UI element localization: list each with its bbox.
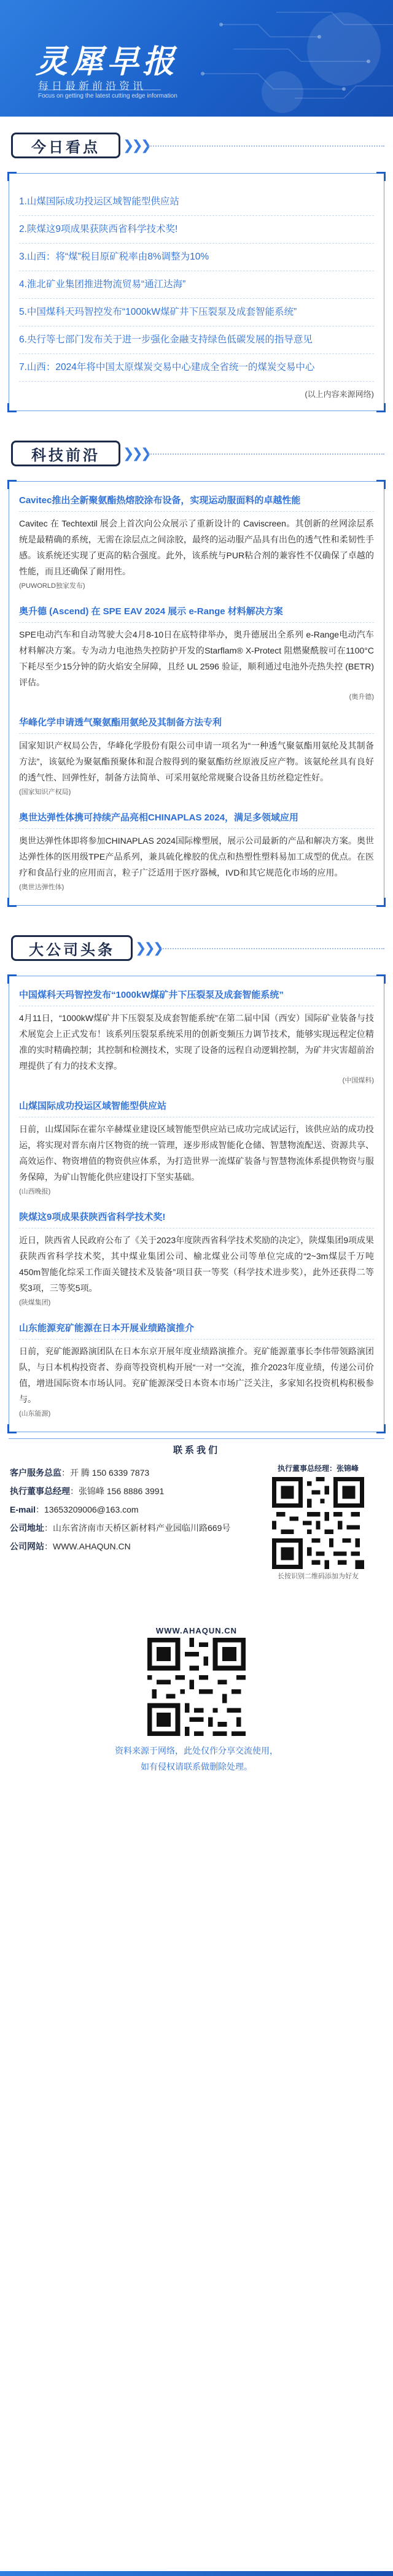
footer-band	[0, 2571, 393, 2576]
corner-decoration	[7, 403, 17, 412]
article-source: (山东能源)	[19, 1410, 51, 1417]
article-body: 奥世达弹性体即将参加CHINAPLAS 2024国际橡塑展，展示公司最新的产品和解决方案。奥世达弹性体的医用级TPE产品系列，兼具硫化橡胶的优点和热塑性塑料易加工成型的优点。在医疗和食品行业的应用而言，粒子广泛适用于医疗器械，IVD和其它规范化市场的应用。	[19, 828, 374, 881]
contact-value[interactable]: ：13653209006@163.com	[36, 1505, 139, 1514]
corner-decoration	[7, 480, 17, 489]
article-title[interactable]: 华峰化学申请透气聚氨酯用氨纶及其制备方法专利	[19, 717, 222, 728]
article	[19, 1209, 374, 1309]
section-header-today	[9, 128, 384, 164]
today-item[interactable]: 5.中国煤科天玛智控发布“1000kW煤矿井下压裂泵及成套智能系统”	[19, 299, 374, 326]
today-item[interactable]: 7.山西：2024年将中国太原煤炭交易中心建成全省统一的煤炭交易中心	[19, 354, 374, 382]
article	[19, 604, 374, 704]
contact-row-director	[10, 1482, 243, 1500]
disclaimer-line: 如有侵权请联系做删除处理。	[141, 1762, 252, 1772]
article-source: (山西晚报)	[19, 1188, 51, 1195]
corner-decoration	[376, 172, 386, 181]
contact-header: 联系我们	[9, 1438, 384, 1460]
contact-section	[9, 1460, 384, 1624]
article-body: 日前，兖矿能源路演团队在日本东京开展年度业绩路演推介。兖矿能源董事长李伟带领路演团队，与日本机构投资者、券商等投资机构开展“一对一”交流，推介2023年度业绩，传递公司价值，增进国际资本市场认同。兖矿能源深受日本资本市场广泛关注，多家知名投资机构积极参与。	[19, 1339, 374, 1407]
article-title[interactable]: 陕煤这9项成果获陕西省科学技术奖!	[19, 1212, 166, 1222]
today-box	[9, 173, 384, 411]
contact-label: 客户服务总监	[10, 1468, 61, 1478]
article-source: (国家知识产权局)	[19, 789, 71, 796]
section-title: 今日看点	[31, 137, 100, 156]
corner-decoration	[376, 1424, 386, 1433]
section-title: 科技前沿	[31, 445, 100, 464]
section-header-tech	[9, 436, 384, 472]
contact-value: ：山东省济南市天桥区新材料产业园临川路669号	[44, 1523, 231, 1533]
contact-label: 执行董事总经理	[10, 1486, 70, 1496]
corner-decoration	[376, 480, 386, 489]
dotted-rule	[161, 948, 384, 949]
source-note: (以上内容来源网络)	[305, 390, 374, 399]
article-body: 国家知识产权局公告，华峰化学股份有限公司申请一项名为“一种透气聚氨酯用氨纶及其制备方法”，该氨纶为聚氨酯预聚体和混合胺得到的聚氨酯纺丝原液反应产物。该氨纶丝具有良好的透气性、回弹性好，制备方法简单、可采用氨纶常规聚合设备且纺丝稳定性好。	[19, 733, 374, 785]
today-item[interactable]: 2.陕煤这9项成果获陕西省科学技术奖!	[19, 216, 374, 244]
disclaimer-line: 资料来源于网络，此处仅作分享交流使用，	[115, 1746, 278, 1756]
qr-block	[257, 1462, 379, 1581]
article-body: 近日，陕西省人民政府公布了《关于2023年度陕西省科学技术奖励的决定》，陕煤集团9项成果获陕西省科学技术奖，其中煤业集团公司、榆北煤业公司等单位完成的“2~3m煤层千万吨450m智能化综采工作面关键技术及装备”项目获一等奖（科学技术进步奖），此外还获得二等奖3项，三等奖5项。	[19, 1228, 374, 1296]
wechat-qr-icon[interactable]	[272, 1477, 364, 1569]
article-source: (奥世达弹性体)	[19, 884, 64, 891]
contact-row-address	[10, 1519, 243, 1537]
article-title[interactable]: 山煤国际成功投运区域智能型供应站	[19, 1101, 167, 1111]
article-title[interactable]: 中国煤科天玛智控发布“1000kW煤矿井下压裂泵及成套智能系统”	[19, 990, 284, 1000]
article-title[interactable]: Cavitec推出全新聚氨酯热熔胶涂布设备，实现运动服面料的卓越性能	[19, 495, 301, 506]
qr-caption-bottom: 长按识别二维码添加为好友	[278, 1573, 359, 1580]
contact-row-website	[10, 1537, 243, 1556]
article-title[interactable]: 山东能源兖矿能源在日本开展业绩路演推介	[19, 1323, 195, 1333]
contact-label: E-mail	[10, 1505, 36, 1514]
company-box	[9, 976, 384, 1432]
chevrons-icon: ❯❯❯	[123, 137, 150, 153]
corner-decoration	[376, 974, 386, 984]
banner-english: Focus on getting the latest cutting edge information	[38, 93, 177, 99]
article	[19, 715, 374, 799]
site-qr-block	[141, 1624, 252, 1739]
contact-rows	[10, 1463, 243, 1556]
article	[19, 1321, 374, 1421]
article	[19, 987, 374, 1087]
contact-label: 公司网站	[10, 1541, 44, 1551]
chevrons-icon: ❯❯❯	[135, 940, 162, 955]
contact-row-service	[10, 1463, 243, 1482]
article-title[interactable]: 奥升德 (Ascend) 在 SPE EAV 2024 展示 e-Range 材料解决方案	[19, 606, 283, 617]
banner-subtitle: 每日最新前沿资讯	[38, 80, 146, 92]
corner-decoration	[7, 974, 17, 984]
corner-decoration	[376, 403, 386, 412]
article	[19, 493, 374, 593]
article-source: (奥升德)	[349, 693, 374, 701]
article-body: SPE电动汽车和自动驾驶大会4月8-10日在底特律举办，奥升德展出全系列 e-Range电动汽车材料解决方案。专为动力电池热失控防护开发的Starflam® X-Protect 阻燃聚酰胺可在1100°C下耗尽至少15分钟的防火焰安全屏障，且经 UL 2596 验证，顺利通过电池外壳热失控 (BETR) 评估。	[19, 622, 374, 690]
section-header-company	[9, 930, 384, 967]
contact-label: 公司地址	[10, 1523, 44, 1533]
banner-title: 灵犀早报	[36, 43, 179, 80]
article-source: (陕煤集团)	[19, 1299, 51, 1306]
article-body: 日前，山煤国际在霍尔辛赫煤业建设区域智能型供应站已成功完成试运行，该供应站的成功投运，将实现对晋东南片区物资的统一管理，逐步形成智能化仓储、智慧物流配送、资源共享、高效运作、物资增值的物资供应体系，为打造世界一流煤矿装备与智慧物流体系提供物资与服务保障，为矿山智能化供应建设打下坚实基础。	[19, 1117, 374, 1185]
dotted-rule	[149, 453, 384, 455]
site-qr-url[interactable]: WWW.AHAQUN.CN	[155, 1626, 238, 1635]
tech-box	[9, 481, 384, 906]
article-source: (中国煤科)	[342, 1077, 374, 1084]
qr-caption-top: 执行董事总经理：张锦峰	[277, 1464, 359, 1473]
section-title-pill	[11, 133, 120, 158]
today-item[interactable]: 4.淮北矿业集团推进物流贸易“通江达海”	[19, 271, 374, 299]
contact-value[interactable]: ：开 腾 150 6339 7873	[61, 1468, 150, 1478]
corner-decoration	[7, 898, 17, 907]
section-title-pill	[11, 935, 133, 961]
article	[19, 810, 374, 894]
today-item[interactable]: 1.山煤国际成功投运区域智能型供应站	[19, 188, 374, 216]
article-body: 4月11日，“1000kW煤矿井下压裂泵及成套智能系统”在第二届中国（西安）国际矿业装备与技术展览会上正式发布！该系列压裂泵系统采用的创新变频压力调节技术，能够实现远程定位精准的实时精确控制；其控制和检测技术，实现了设备的远程自动逻辑控制，为矿井灾害超前治理提供了有力的技术支撑。	[19, 1006, 374, 1074]
contact-row-email	[10, 1500, 243, 1519]
site-qr-icon[interactable]	[147, 1638, 246, 1736]
article-body: Cavitec 在 Techtextil 展会上首次向公众展示了重新设计的 Caviscreen。其创新的丝网涂层系统是最精确的系统，无需在涂层点之间涂胶，最终的运动服产品具有出色的透气性和柔韧性手感。该系统还实现了更高的粘合强度。此外，该系统与PUR粘合剂的兼容性不仅确保了卓越的性能，而且还确保了耐用性。	[19, 511, 374, 579]
contact-value[interactable]: ：WWW.AHAQUN.CN	[44, 1541, 131, 1551]
dotted-rule	[149, 145, 384, 147]
article-source: (PUWORLD独家发布)	[19, 582, 85, 590]
article	[19, 1098, 374, 1198]
contact-value[interactable]: ：张锦峰 156 8886 3991	[70, 1486, 165, 1496]
today-item[interactable]: 6.央行等七部门发布关于进一步强化金融支持绿色低碳发展的指导意见	[19, 326, 374, 354]
corner-decoration	[7, 1424, 17, 1433]
chevrons-icon: ❯❯❯	[123, 445, 150, 461]
section-title: 大公司头条	[29, 940, 115, 958]
corner-decoration	[376, 898, 386, 907]
article-title[interactable]: 奥世达弹性体携可持续产品亮相CHINAPLAS 2024，满足多领域应用	[19, 812, 299, 823]
disclaimer	[0, 1743, 393, 1775]
today-item[interactable]: 3.山西：将“煤”税目原矿税率由8%调整为10%	[19, 244, 374, 271]
banner	[0, 0, 393, 117]
section-title-pill	[11, 441, 120, 466]
corner-decoration	[7, 172, 17, 181]
